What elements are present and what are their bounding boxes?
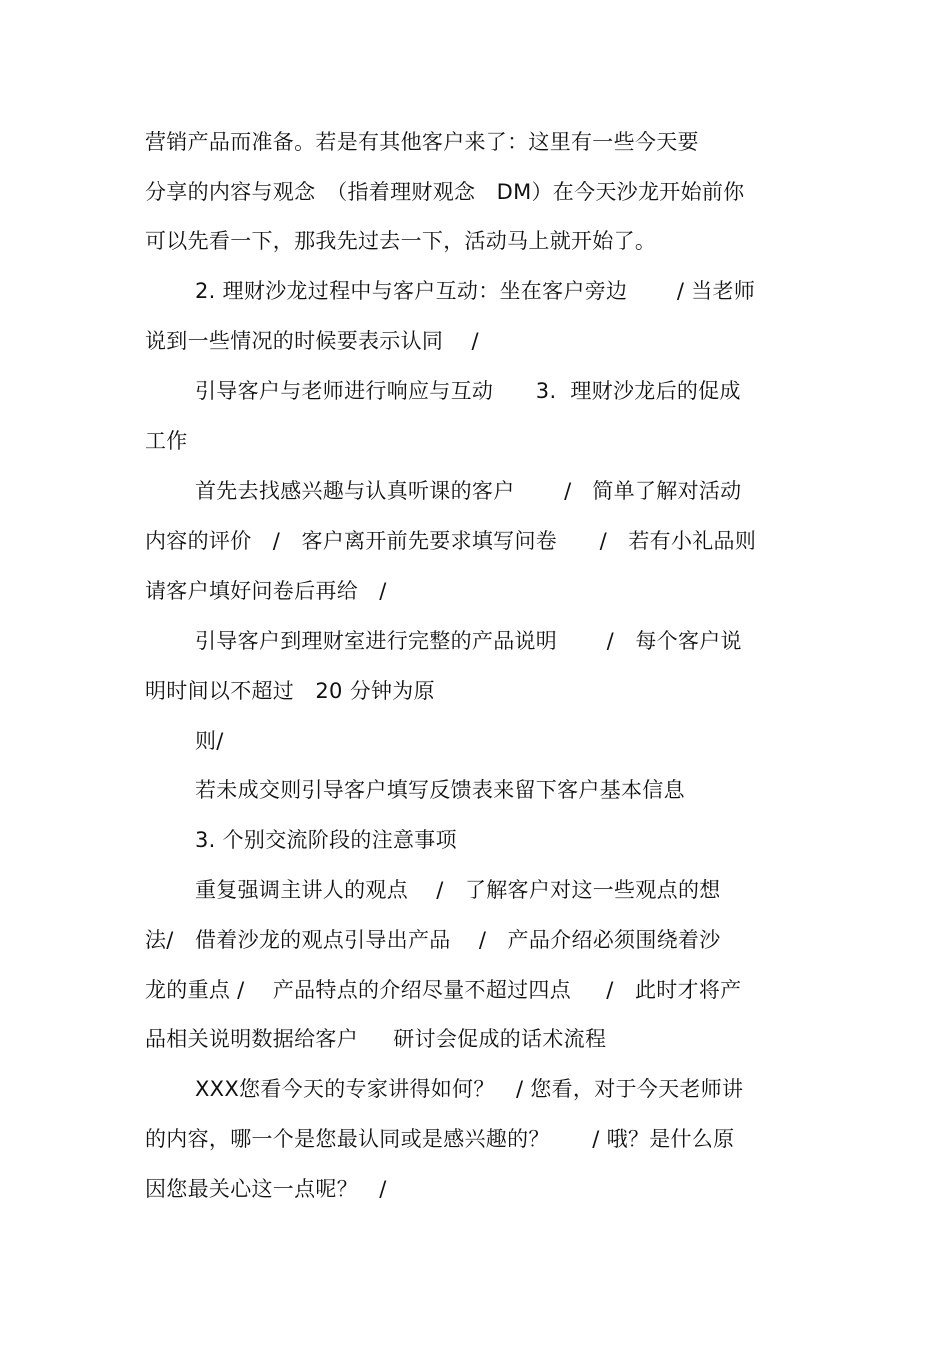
text-line: 品相关说明数据给客户 研讨会促成的话术流程 bbox=[145, 1027, 607, 1051]
text-line: 内容的评价 / 客户离开前先要求填写问卷 / 若有小礼品则 bbox=[145, 529, 757, 553]
text-line: 2. 理财沙龙过程中与客户互动：坐在客户旁边 / 当老师 bbox=[195, 279, 756, 303]
text-line: 的内容，哪一个是您最认同或是感兴趣的？ / 哦？是什么原 bbox=[145, 1127, 735, 1151]
text-line: 分享的内容与观念 （指着理财观念 DM）在今天沙龙开始前你 bbox=[145, 180, 745, 204]
text-line: 首先去找感兴趣与认真听课的客户 / 简单了解对活动 bbox=[195, 479, 742, 503]
text-line: 引导客户到理财室进行完整的产品说明 / 每个客户说 bbox=[195, 629, 742, 653]
text-line: 因您最关心这一点呢？ / bbox=[145, 1177, 387, 1201]
text-line: 请客户填好问卷后再给 / bbox=[145, 579, 387, 603]
text-line: 若未成交则引导客户填写反馈表来留下客户基本信息 bbox=[195, 778, 685, 802]
text-line: 说到一些情况的时候要表示认同 / bbox=[145, 329, 479, 353]
text-line: 龙的重点 / 产品特点的介绍尽量不超过四点 / 此时才将产 bbox=[145, 978, 742, 1002]
text-line: 引导客户与老师进行响应与互动 3. 理财沙龙后的促成 bbox=[195, 379, 741, 403]
text-line: 重复强调主讲人的观点 / 了解客户对这一些观点的想 bbox=[195, 878, 721, 902]
section-heading: 3. 个别交流阶段的注意事项 bbox=[195, 828, 457, 852]
text-line: 营销产品而准备。若是有其他客户来了：这里有一些今天要 bbox=[145, 130, 699, 154]
text-line: 明时间以不超过 20 分钟为原 bbox=[145, 679, 435, 703]
text-line: XXX您看今天的专家讲得如何？ / 您看，对于今天老师讲 bbox=[195, 1077, 744, 1101]
text-line: 法/ 借着沙龙的观点引导出产品 / 产品介绍必须围绕着沙 bbox=[145, 928, 721, 952]
text-line: 则/ bbox=[195, 729, 224, 753]
text-line: 可以先看一下，那我先过去一下，活动马上就开始了。 bbox=[145, 229, 657, 253]
text-line: 工作 bbox=[145, 429, 188, 453]
